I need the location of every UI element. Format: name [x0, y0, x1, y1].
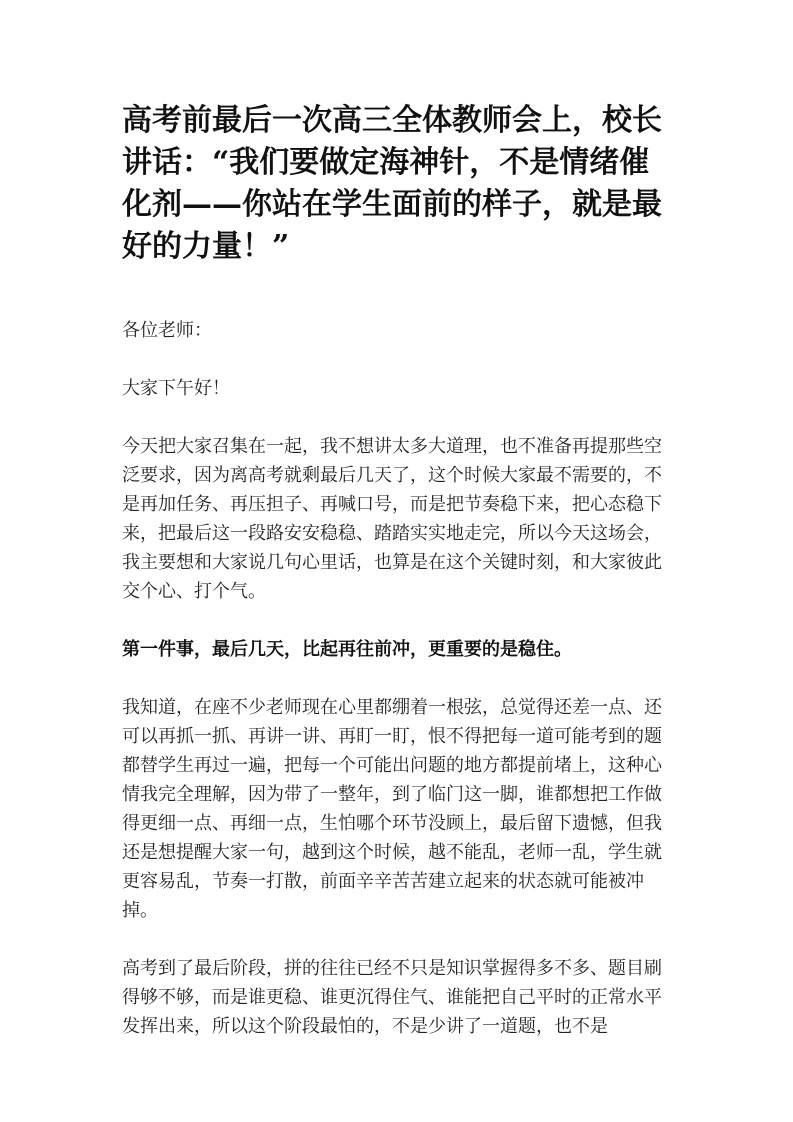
paragraph-spacer — [122, 925, 670, 954]
paragraph-1: 今天把大家召集在一起，我不想讲太多大道理，也不准备再提那些空泛要求，因为离高考就剩最后几天了，这个时候大家最不需要的，不是再加任务、再压担子、再喊口号，而是把节奏稳下来，把心态稳下来，把最后这一段路安安稳稳、踏踏实实地走完，所以今天这场会，我主要想和大家说几句心里话，也算是在这个关键时刻，和大家彼此交个心、打个气。 — [122, 436, 662, 602]
greeting: 大家下午好！ — [122, 378, 230, 399]
paragraph-spacer — [122, 345, 670, 374]
salutation: 各位老师： — [122, 320, 212, 341]
paragraph-3: 高考到了最后阶段，拼的往往已经不只是知识掌握得多不多、题目刷得够不够，而是谁更稳、谁更沉得住气、谁能把自己平时的正常水平发挥出来，所以这个阶段最怕的，不是少讲了一道题，也不是 — [122, 958, 662, 1037]
document-title: 高考前最后一次高三全体教师会上，校长讲话：“我们要做定海神针，不是情绪催化剂——你站在学生面前的样子，就是最好的力量！” — [122, 103, 662, 264]
paragraph-spacer — [122, 606, 670, 635]
title-spacer — [122, 268, 670, 316]
document-body — [122, 100, 670, 1041]
paragraph-spacer — [122, 403, 670, 432]
paragraph-spacer — [122, 664, 670, 693]
paragraph-2: 我知道，在座不少老师现在心里都绷着一根弦，总觉得还差一点、还可以再抓一抓、再讲一讲、再盯一盯，恨不得把每一道可能考到的题都替学生再过一遍，把每一个可能出问题的地方都提前堵上，这种心情我完全理解，因为带了一整年，到了临门这一脚，谁都想把工作做得更细一点、再细一点，生怕哪个环节没顾上，最后留下遗憾，但我还是想提醒大家一句，越到这个时候，越不能乱，老师一乱，学生就更容易乱，节奏一打散，前面辛辛苦苦建立起来的状态就可能被冲掉。 — [122, 697, 662, 921]
section-heading-1: 第一件事，最后几天，比起再往前冲，更重要的是稳住。 — [122, 639, 572, 660]
